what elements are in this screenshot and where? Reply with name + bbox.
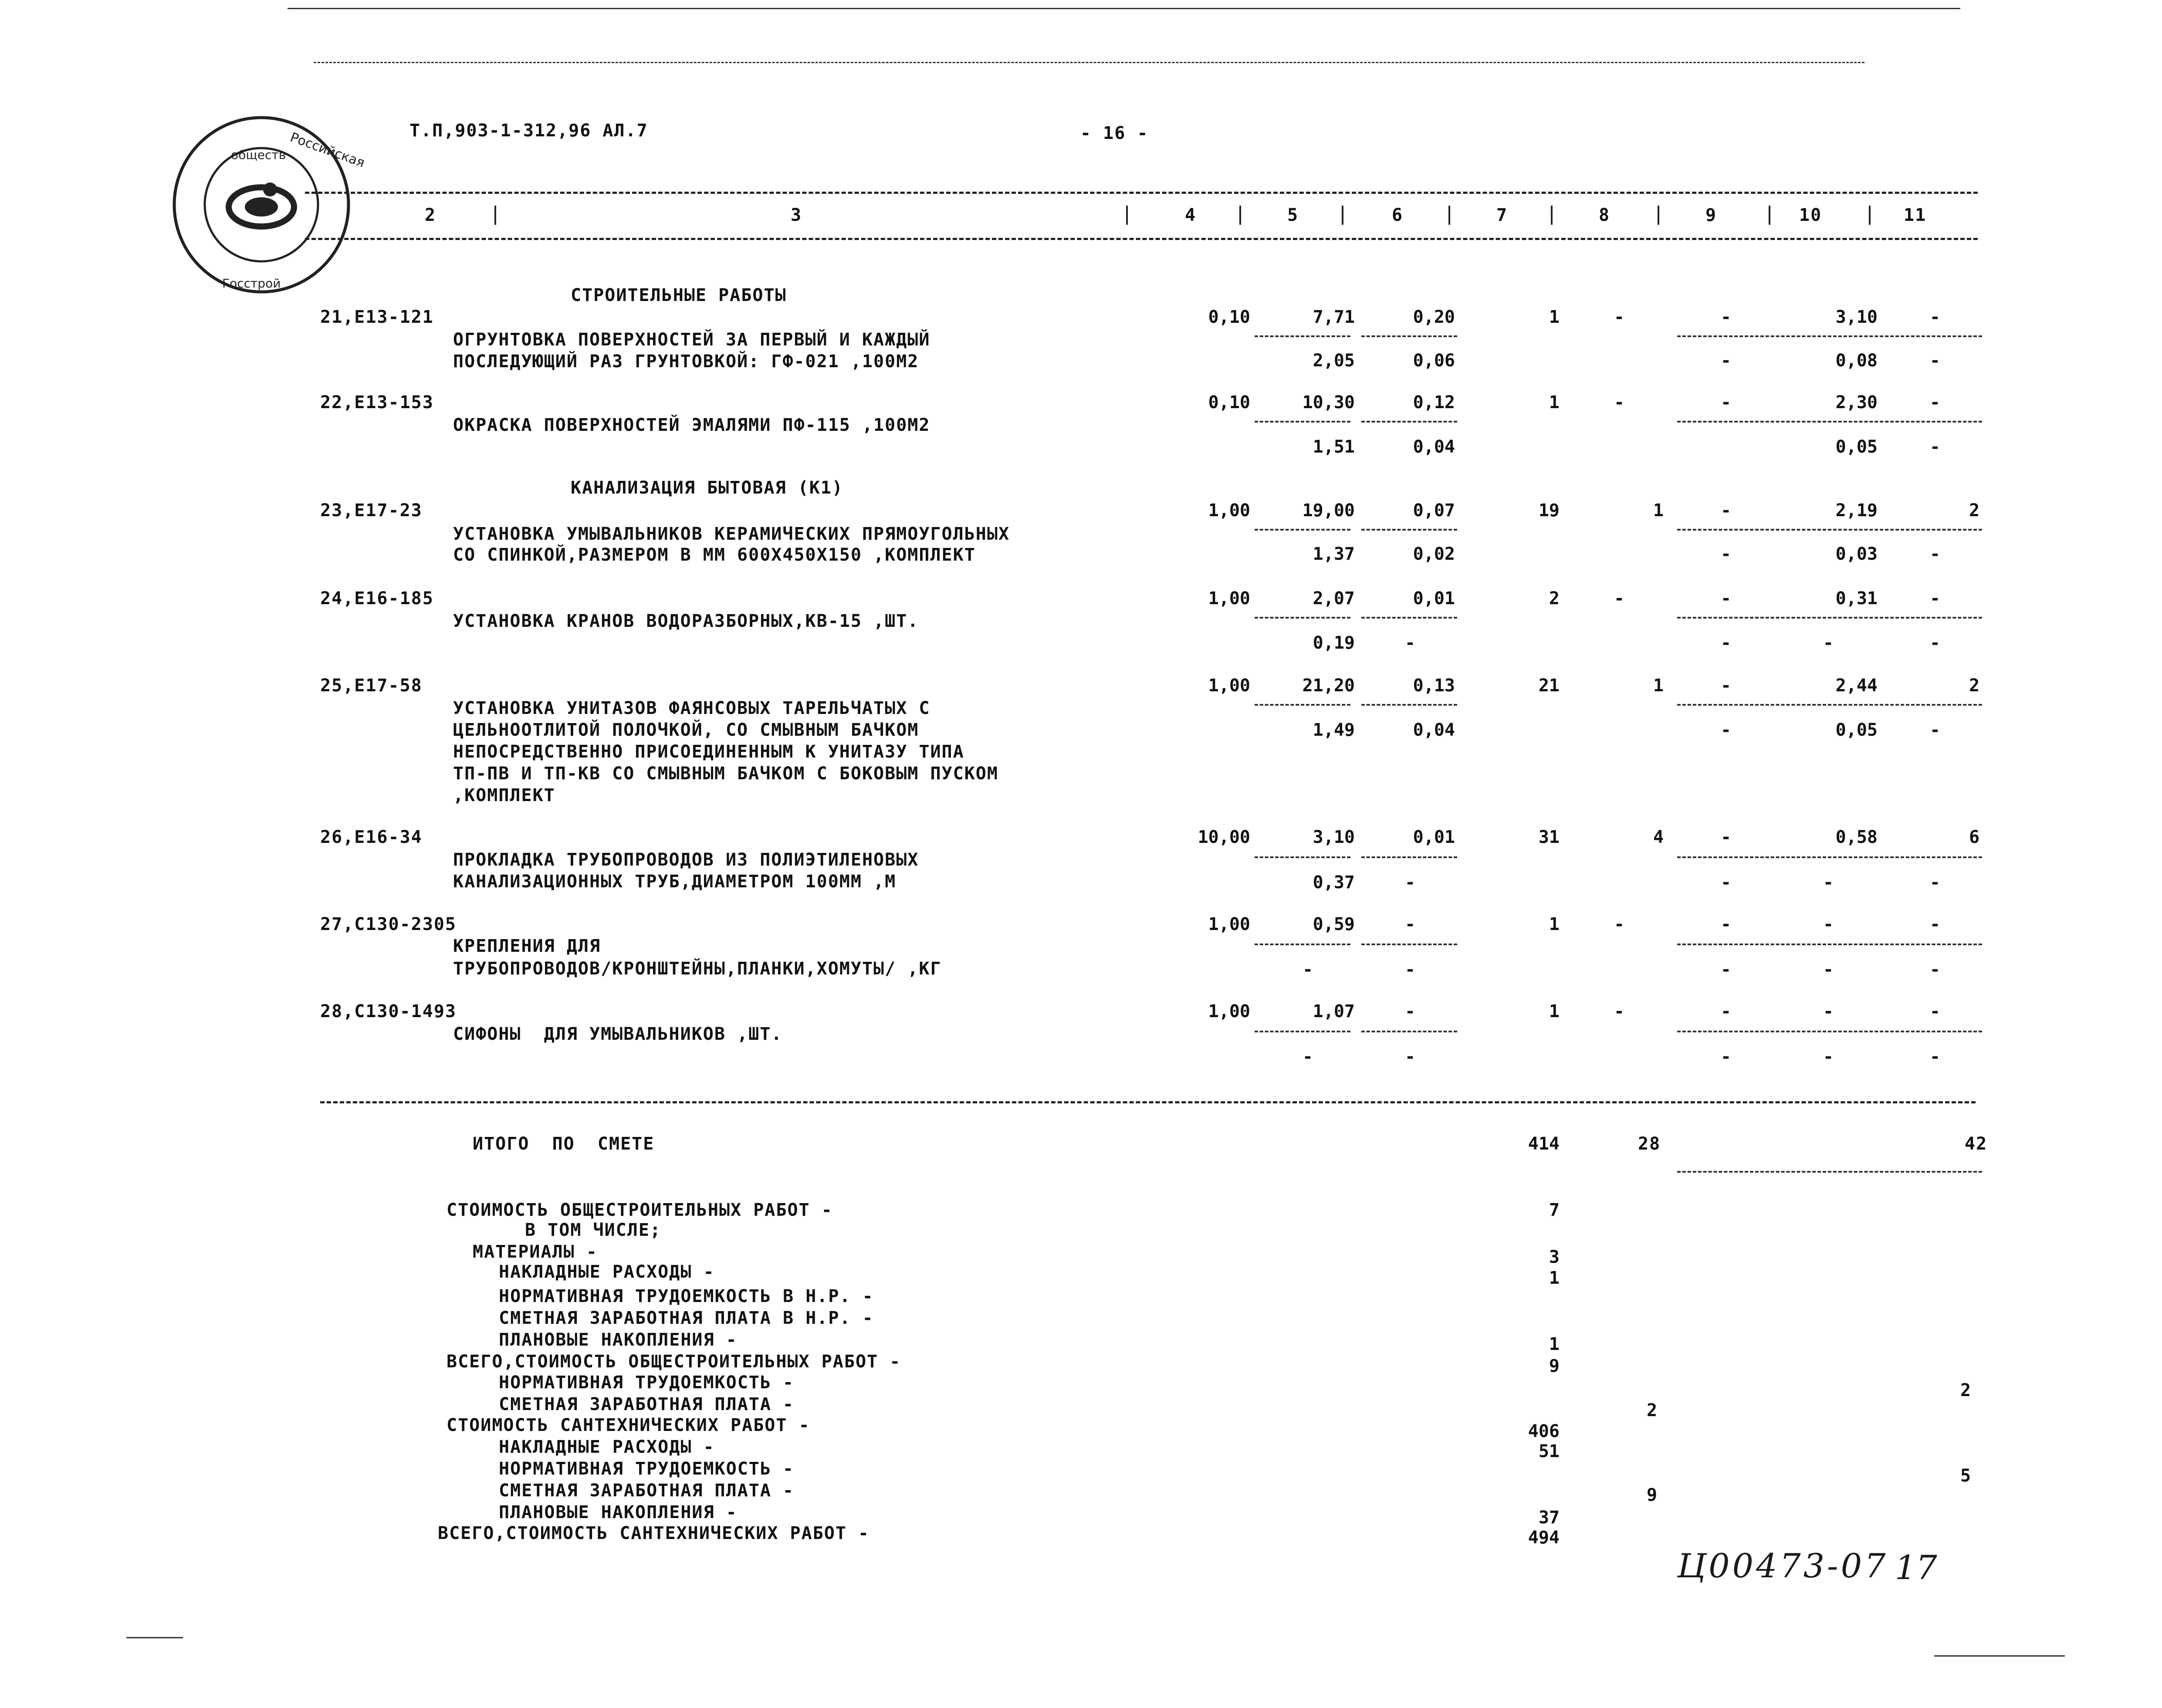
row-col10-bottom: 0,03 xyxy=(1835,544,1878,564)
row-col11-top: - xyxy=(1930,588,1942,609)
col-sep xyxy=(1551,206,1553,225)
table-header-bottom-rule xyxy=(305,238,1978,240)
stamp-text-bottom: Госстрой xyxy=(222,276,281,291)
row-col11-top: 6 xyxy=(1969,827,1981,847)
row-col9-top: - xyxy=(1721,307,1732,327)
row-col7: 1 xyxy=(1549,392,1560,413)
cell-separator xyxy=(1255,421,1350,423)
table-header-top-rule xyxy=(305,192,1978,194)
row-col5-bottom: 2,05 xyxy=(1313,351,1355,371)
row-col7: 1 xyxy=(1549,914,1560,934)
row-col6-bottom: - xyxy=(1405,960,1417,980)
row-code: 26,Е16-34 xyxy=(320,827,423,847)
summary-col7: 37 xyxy=(1538,1508,1560,1528)
row-description: УСТАНОВКА УМЫВАЛЬНИКОВ КЕРАМИЧЕСКИХ ПРЯМОУГОЛЬНЫХ xyxy=(453,524,1010,544)
col-sep xyxy=(1658,206,1659,225)
page-number: - 16 - xyxy=(1080,123,1149,143)
cell-separator xyxy=(1255,529,1350,531)
row-description: КРЕПЛЕНИЯ ДЛЯ xyxy=(453,936,601,956)
summary-label: В ТОМ ЧИСЛЕ; xyxy=(525,1220,661,1240)
row-col9-top: - xyxy=(1721,588,1732,609)
row-col4: 1,00 xyxy=(1208,588,1250,609)
row-col6-top: 0,01 xyxy=(1413,827,1455,847)
cell-separator xyxy=(1361,617,1457,619)
summary-col7: 9 xyxy=(1549,1356,1560,1376)
col-header-7: 7 xyxy=(1496,205,1508,225)
row-col5-bottom: 1,37 xyxy=(1313,544,1355,564)
cell-separator xyxy=(1361,335,1457,337)
summary-col7: 1 xyxy=(1549,1268,1560,1288)
cell-separator xyxy=(1677,335,1982,337)
row-col11-bottom: - xyxy=(1930,873,1942,893)
row-col8: - xyxy=(1614,588,1626,609)
row-col4: 1,00 xyxy=(1208,914,1250,934)
row-description: УСТАНОВКА УНИТАЗОВ ФАЯНСОВЫХ ТАРЕЛЬЧАТЫХ С xyxy=(453,698,930,718)
col-sep xyxy=(1869,206,1871,225)
row-col4: 1,00 xyxy=(1208,676,1250,696)
totals-col7: 414 xyxy=(1528,1134,1560,1154)
row-col5-top: 2,07 xyxy=(1313,588,1355,609)
cell-separator xyxy=(1255,856,1350,858)
summary-label: СТОИМОСТЬ САНТЕХНИЧЕСКИХ РАБОТ - xyxy=(447,1415,810,1435)
row-col7: 2 xyxy=(1549,588,1560,609)
summary-label: СМЕТНАЯ ЗАРАБОТНАЯ ПЛАТА - xyxy=(499,1481,795,1501)
totals-col8: 28 xyxy=(1638,1134,1661,1154)
row-col11-top: - xyxy=(1930,392,1942,413)
row-col6-top: 0,20 xyxy=(1413,307,1455,327)
row-description: ОКРАСКА ПОВЕРХНОСТЕЙ ЭМАЛЯМИ ПФ-115 ,100М2 xyxy=(453,415,930,435)
row-col4: 10,00 xyxy=(1198,827,1250,847)
col-header-4: 4 xyxy=(1185,205,1197,225)
row-col4: 0,10 xyxy=(1208,307,1250,327)
row-col5-bottom: - xyxy=(1303,1047,1314,1067)
row-col5-bottom: 0,19 xyxy=(1313,633,1355,653)
row-col6-bottom: 0,06 xyxy=(1413,351,1455,371)
row-description: ОГРУНТОВКА ПОВЕРХНОСТЕЙ ЗА ПЕРВЫЙ И КАЖДЫЙ xyxy=(453,330,930,350)
row-col11-bottom: - xyxy=(1930,960,1942,980)
summary-col7: 406 xyxy=(1528,1421,1560,1441)
row-col8: - xyxy=(1614,914,1626,934)
row-col9-top: - xyxy=(1721,676,1732,696)
row-col4: 0,10 xyxy=(1208,392,1250,413)
cell-separator xyxy=(1677,944,1982,945)
row-col9-bottom: - xyxy=(1721,633,1732,653)
row-col6-bottom: - xyxy=(1405,633,1417,653)
cell-separator xyxy=(1361,1031,1457,1032)
row-col10-top: 2,19 xyxy=(1835,501,1878,521)
row-description: КАНАЛИЗАЦИОННЫХ ТРУБ,ДИАМЕТРОМ 100ММ ,М xyxy=(453,872,897,892)
row-code: 25,Е17-58 xyxy=(320,676,423,696)
row-col8: 1 xyxy=(1653,501,1665,521)
row-col5-top: 10,30 xyxy=(1302,392,1355,413)
summary-col11: 2 xyxy=(1960,1380,1972,1400)
cell-separator xyxy=(1677,421,1982,423)
totals-label: ИТОГО ПО СМЕТЕ xyxy=(473,1134,655,1154)
row-col8: - xyxy=(1614,1001,1626,1021)
row-description: ТП-ПВ И ТП-КВ СО СМЫВНЫМ БАЧКОМ С БОКОВЫМ ПУСКОМ xyxy=(453,764,998,784)
row-col9-top: - xyxy=(1721,501,1732,521)
col-sep xyxy=(1126,206,1128,225)
row-col11-bottom: - xyxy=(1930,351,1942,371)
row-col6-top: 0,01 xyxy=(1413,588,1455,609)
row-col8: - xyxy=(1614,307,1626,327)
col-header-2: 2 xyxy=(425,205,436,225)
cell-separator xyxy=(1361,529,1457,531)
row-col10-top: 2,30 xyxy=(1835,392,1878,413)
cell-separator xyxy=(1255,704,1350,706)
round-stamp xyxy=(166,109,367,301)
summary-col8: 9 xyxy=(1647,1485,1658,1505)
row-col9-top: - xyxy=(1721,392,1732,413)
row-col10-top: 3,10 xyxy=(1835,307,1878,327)
cell-separator xyxy=(1677,1031,1982,1032)
row-col5-top: 19,00 xyxy=(1302,501,1355,521)
row-col11-bottom: - xyxy=(1930,720,1942,740)
row-col5-top: 1,07 xyxy=(1313,1001,1355,1021)
row-col9-bottom: - xyxy=(1721,351,1732,371)
row-col6-top: 0,07 xyxy=(1413,501,1455,521)
summary-col7: 7 xyxy=(1549,1200,1560,1220)
bottom-left-mark xyxy=(126,1637,183,1638)
row-col10-bottom: - xyxy=(1823,633,1835,653)
col-sep xyxy=(1239,206,1241,225)
col-header-8: 8 xyxy=(1599,205,1611,225)
row-col5-top: 0,59 xyxy=(1313,914,1355,934)
row-col10-bottom: - xyxy=(1823,960,1835,980)
row-col7: 19 xyxy=(1538,501,1560,521)
row-description: ПОСЛЕДУЮЩИЙ РАЗ ГРУНТОВКОЙ: ГФ-021 ,100М2 xyxy=(453,352,919,372)
row-description: ЦЕЛЬНООТЛИТОЙ ПОЛОЧКОЙ, СО СМЫВНЫМ БАЧКОМ xyxy=(453,720,919,740)
row-col10-top: - xyxy=(1823,1001,1835,1021)
cell-separator xyxy=(1677,617,1982,619)
summary-label: ПЛАНОВЫЕ НАКОПЛЕНИЯ - xyxy=(499,1502,738,1522)
row-col10-bottom: 0,05 xyxy=(1835,437,1878,457)
row-col9-bottom: - xyxy=(1721,873,1732,893)
row-col10-bottom: 0,05 xyxy=(1835,720,1878,740)
row-code: 23,Е17-23 xyxy=(320,501,423,521)
row-col11-bottom: - xyxy=(1930,1047,1942,1067)
row-col6-top: - xyxy=(1405,1001,1417,1021)
row-col6-bottom: 0,02 xyxy=(1413,544,1455,564)
summary-col11: 5 xyxy=(1960,1466,1972,1486)
summary-col7: 51 xyxy=(1538,1441,1560,1461)
summary-col7: 3 xyxy=(1549,1247,1560,1267)
cell-separator xyxy=(1361,944,1457,945)
col-sep xyxy=(1342,206,1343,225)
row-col10-bottom: 0,08 xyxy=(1835,351,1878,371)
summary-label: НАКЛАДНЫЕ РАСХОДЫ - xyxy=(499,1437,715,1457)
row-col11-top: - xyxy=(1930,1001,1942,1021)
summary-label: МАТЕРИАЛЫ - xyxy=(473,1242,598,1262)
row-col11-bottom: - xyxy=(1930,437,1942,457)
row-col8: 1 xyxy=(1653,676,1665,696)
row-description: ,КОМПЛЕКТ xyxy=(453,785,555,805)
summary-label: СМЕТНАЯ ЗАРАБОТНАЯ ПЛАТА В Н.Р. - xyxy=(499,1308,874,1328)
stamp-graphic xyxy=(166,109,367,301)
row-col6-bottom: - xyxy=(1405,873,1417,893)
cell-separator xyxy=(1255,944,1350,945)
summary-label: ВСЕГО,СТОИМОСТЬ ОБЩЕСТРОИТЕЛЬНЫХ РАБОТ - xyxy=(447,1352,901,1372)
row-col11-top: 2 xyxy=(1969,501,1981,521)
col-sep xyxy=(494,206,496,225)
summary-col7: 494 xyxy=(1528,1528,1560,1548)
row-col11-top: 2 xyxy=(1969,676,1981,696)
totals-underline xyxy=(1677,1171,1982,1173)
summary-label: СМЕТНАЯ ЗАРАБОТНАЯ ПЛАТА - xyxy=(499,1394,795,1414)
section-title-construction: СТРОИТЕЛЬНЫЕ РАБОТЫ xyxy=(571,285,787,305)
cell-separator xyxy=(1361,421,1457,423)
col-sep xyxy=(1448,206,1450,225)
row-col5-top: 21,20 xyxy=(1302,676,1355,696)
row-code: 22,Е13-153 xyxy=(320,392,434,413)
cell-separator xyxy=(1361,856,1457,858)
row-col9-bottom: - xyxy=(1721,960,1732,980)
row-col9-top: - xyxy=(1721,827,1732,847)
col-header-6: 6 xyxy=(1392,205,1404,225)
row-col9-top: - xyxy=(1721,1001,1732,1021)
row-col8: 4 xyxy=(1653,827,1665,847)
cell-separator xyxy=(1361,704,1457,706)
summary-label: ВСЕГО,СТОИМОСТЬ САНТЕХНИЧЕСКИХ РАБОТ - xyxy=(438,1523,870,1543)
col-header-11: 11 xyxy=(1904,205,1927,225)
row-col11-bottom: - xyxy=(1930,633,1942,653)
row-col5-bottom: - xyxy=(1303,960,1314,980)
row-col7: 1 xyxy=(1549,307,1560,327)
row-code: 21,Е13-121 xyxy=(320,307,434,327)
col-header-3: 3 xyxy=(791,205,802,225)
summary-label: НАКЛАДНЫЕ РАСХОДЫ - xyxy=(499,1262,715,1282)
row-description: ТРУБОПРОВОДОВ/КРОНШТЕЙНЫ,ПЛАНКИ,ХОМУТЫ/ ,КГ xyxy=(453,959,942,979)
row-col10-top: 0,31 xyxy=(1835,588,1878,609)
col-sep xyxy=(1769,206,1770,225)
col-header-9: 9 xyxy=(1705,205,1717,225)
row-code: 27,С130-2305 xyxy=(320,914,457,934)
top-dashed-rule xyxy=(314,62,1864,63)
col-header-5: 5 xyxy=(1287,205,1299,225)
summary-label: НОРМАТИВНАЯ ТРУДОЕМКОСТЬ В Н.Р. - xyxy=(499,1286,874,1306)
row-col9-top: - xyxy=(1721,914,1732,934)
row-col7: 1 xyxy=(1549,1001,1560,1021)
row-description: ПРОКЛАДКА ТРУБОПРОВОДОВ ИЗ ПОЛИЭТИЛЕНОВЫХ xyxy=(453,850,919,870)
stamp-text-mid: обществ xyxy=(231,148,286,162)
row-col7: 21 xyxy=(1538,676,1560,696)
handwritten-reference: Ц00473-07 xyxy=(1677,1546,1888,1585)
row-col10-top: - xyxy=(1823,914,1835,934)
summary-col7: 1 xyxy=(1549,1334,1560,1354)
row-col10-bottom: - xyxy=(1823,873,1835,893)
handwritten-page-number: 17 xyxy=(1895,1548,1937,1587)
cell-separator xyxy=(1677,856,1982,858)
summary-label: СТОИМОСТЬ ОБЩЕСТРОИТЕЛЬНЫХ РАБОТ - xyxy=(447,1200,833,1220)
stamp-text-top: Российская xyxy=(288,129,367,171)
cell-separator xyxy=(1255,335,1350,337)
document-code: Т.П,903-1-312,96 АЛ.7 xyxy=(409,121,648,141)
row-col9-bottom: - xyxy=(1721,720,1732,740)
row-col5-top: 7,71 xyxy=(1313,307,1355,327)
section-title-sewerage: КАНАЛИЗАЦИЯ БЫТОВАЯ (К1) xyxy=(571,478,843,498)
top-edge-rule xyxy=(288,8,1960,9)
row-code: 24,Е16-185 xyxy=(320,588,434,609)
row-description: НЕПОСРЕДСТВЕННО ПРИСОЕДИНЕННЫМ К УНИТАЗУ ТИПА xyxy=(453,742,964,762)
row-col6-bottom: 0,04 xyxy=(1413,720,1455,740)
row-col6-bottom: - xyxy=(1405,1047,1417,1067)
cell-separator xyxy=(1677,529,1982,531)
cell-separator xyxy=(1677,704,1982,706)
row-col8: - xyxy=(1614,392,1626,413)
bottom-right-mark xyxy=(1934,1655,2065,1657)
row-col7: 31 xyxy=(1538,827,1560,847)
row-col4: 1,00 xyxy=(1208,1001,1250,1021)
col-header-10: 10 xyxy=(1799,205,1822,225)
summary-label: НОРМАТИВНАЯ ТРУДОЕМКОСТЬ - xyxy=(499,1373,795,1393)
row-col5-bottom: 0,37 xyxy=(1313,873,1355,893)
row-col6-top: - xyxy=(1405,914,1417,934)
row-col11-top: - xyxy=(1930,307,1942,327)
row-description: СО СПИНКОЙ,РАЗМЕРОМ В ММ 600Х450Х150 ,КОМПЛЕКТ xyxy=(453,545,976,565)
summary-label: ПЛАНОВЫЕ НАКОПЛЕНИЯ - xyxy=(499,1330,738,1350)
row-col11-top: - xyxy=(1930,914,1942,934)
row-col6-top: 0,13 xyxy=(1413,676,1455,696)
row-col9-bottom: - xyxy=(1721,1047,1732,1067)
table-bottom-rule xyxy=(320,1101,1976,1103)
row-col9-bottom: - xyxy=(1721,544,1732,564)
row-col6-top: 0,12 xyxy=(1413,392,1455,413)
row-code: 28,С130-1493 xyxy=(320,1001,457,1021)
row-col4: 1,00 xyxy=(1208,501,1250,521)
row-col10-bottom: - xyxy=(1823,1047,1835,1067)
row-col6-bottom: 0,04 xyxy=(1413,437,1455,457)
row-description: УСТАНОВКА КРАНОВ ВОДОРАЗБОРНЫХ,КВ-15 ,ШТ. xyxy=(453,611,919,631)
row-col5-bottom: 1,51 xyxy=(1313,437,1355,457)
row-col10-top: 0,58 xyxy=(1835,827,1878,847)
row-col5-top: 3,10 xyxy=(1313,827,1355,847)
row-description: СИФОНЫ ДЛЯ УМЫВАЛЬНИКОВ ,ШТ. xyxy=(453,1024,783,1044)
summary-col8: 2 xyxy=(1647,1400,1658,1421)
totals-col11: 42 xyxy=(1965,1134,1988,1154)
row-col11-bottom: - xyxy=(1930,544,1942,564)
cell-separator xyxy=(1255,617,1350,619)
row-col10-top: 2,44 xyxy=(1835,676,1878,696)
summary-label: НОРМАТИВНАЯ ТРУДОЕМКОСТЬ - xyxy=(499,1459,795,1479)
row-col5-bottom: 1,49 xyxy=(1313,720,1355,740)
cell-separator xyxy=(1255,1031,1350,1032)
